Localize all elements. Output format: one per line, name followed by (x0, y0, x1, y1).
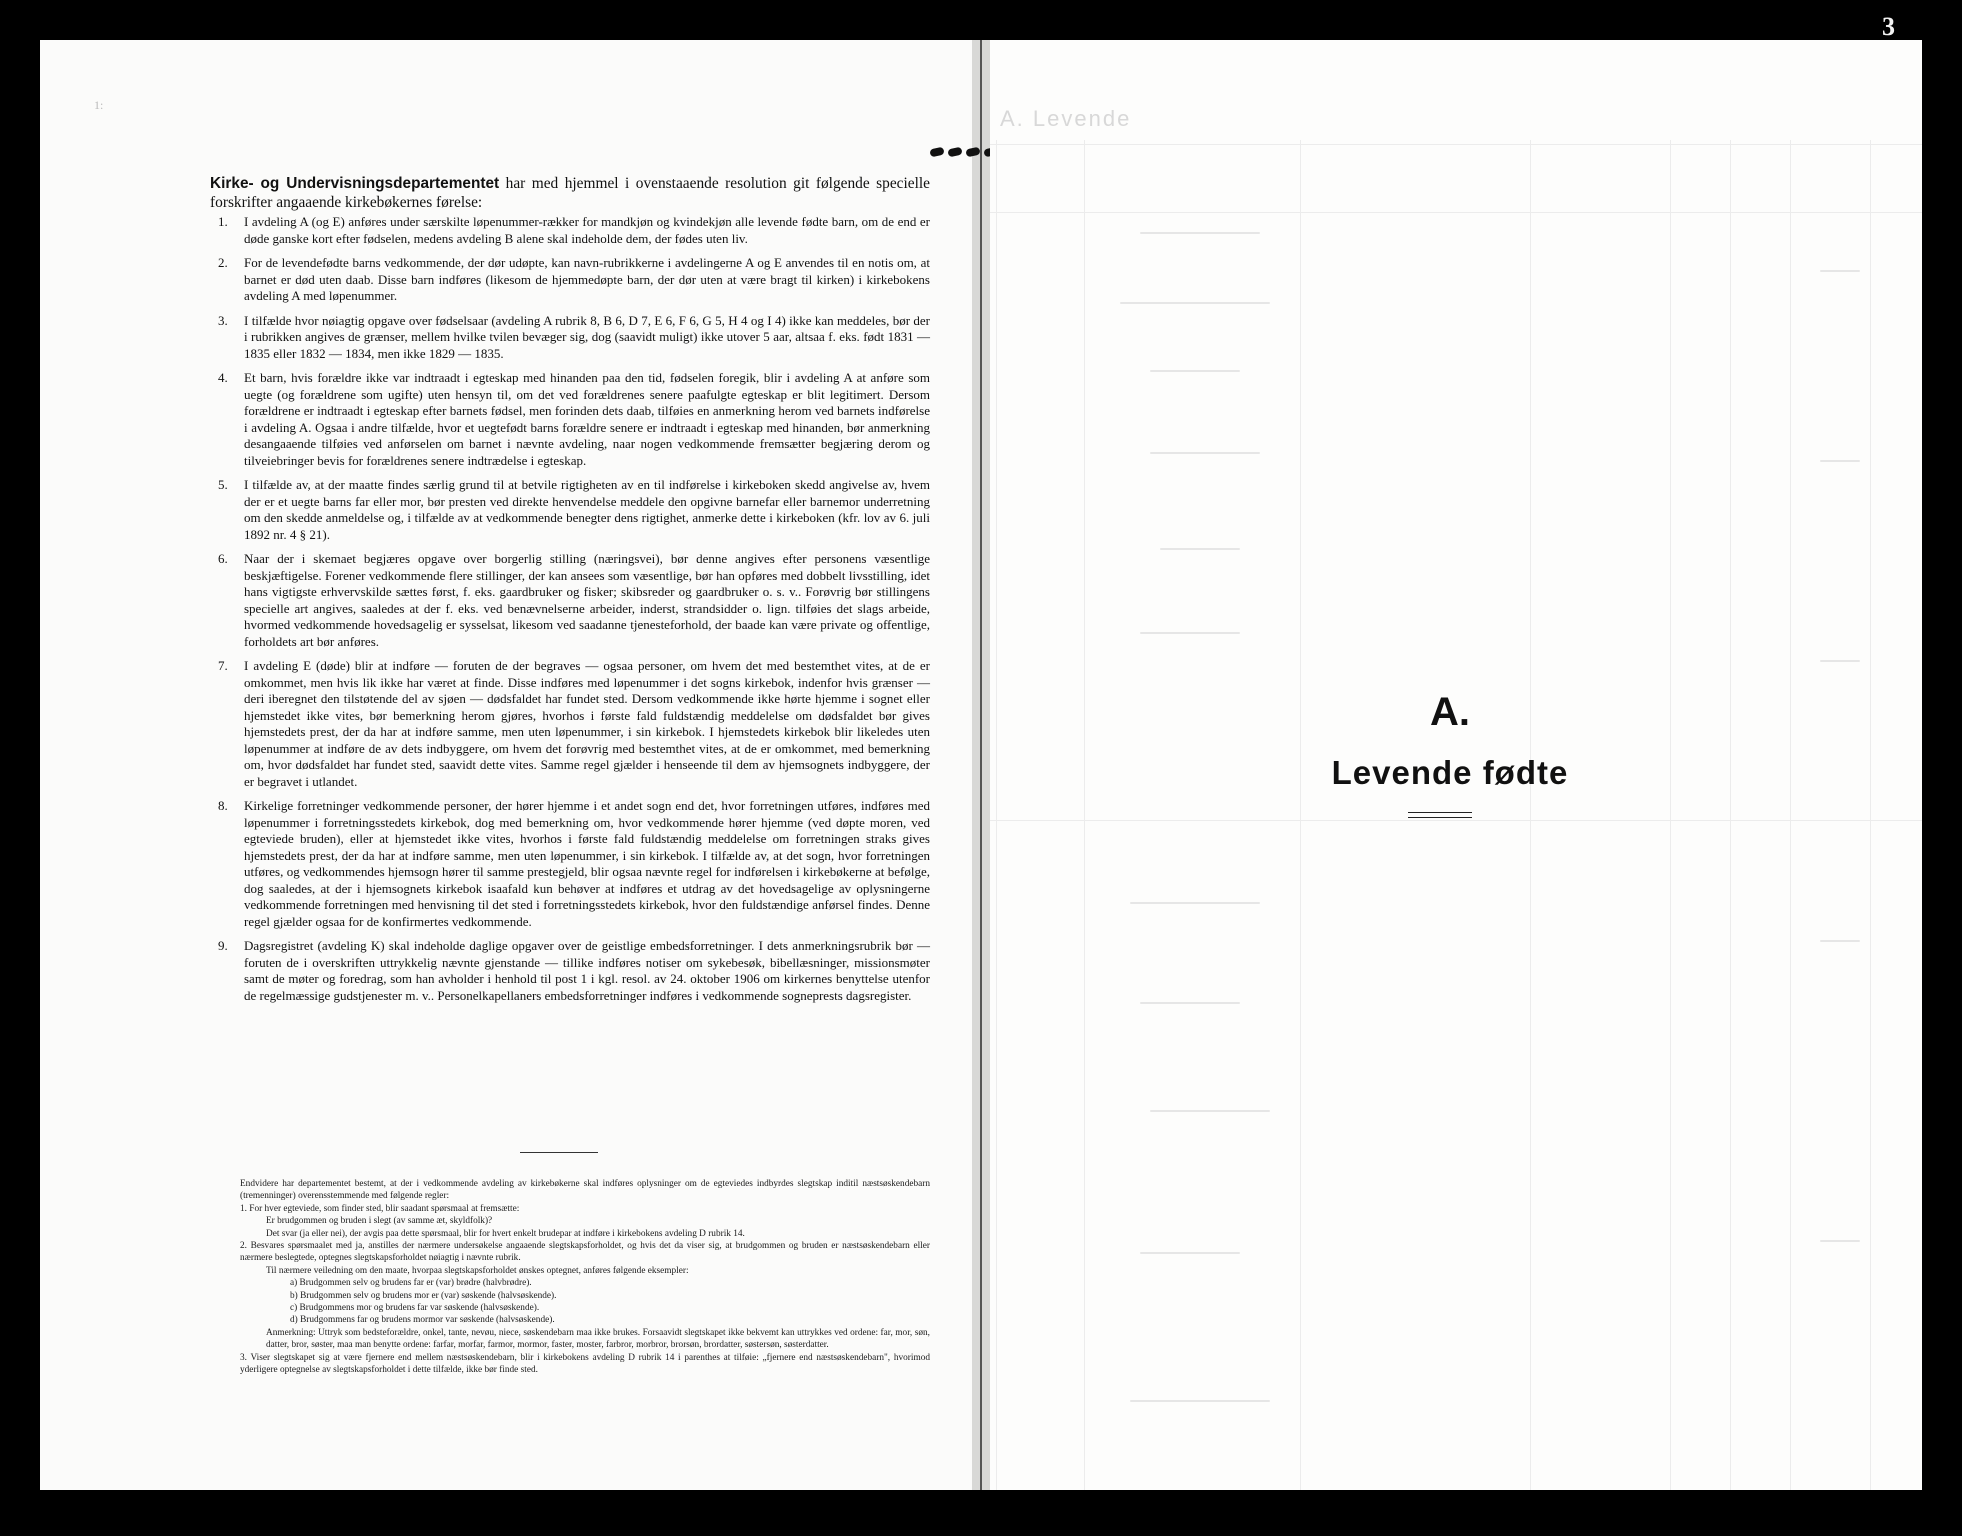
ghost-column (1790, 140, 1791, 1490)
ghost-column (1730, 140, 1731, 1490)
small-print-para: 1. For hver egteviede, som finder sted, blir saadant spørsmaal at fremsætte: (240, 1203, 520, 1214)
small-print-para: a) Brudgommen selv og brudens far er (var) brødre (halvbrødre). (290, 1278, 532, 1289)
ghost-handwriting (1160, 548, 1240, 550)
ghost-handwriting (1120, 302, 1270, 304)
rule-item: 9. Dagsregistret (avdeling K) skal indeholde daglige opgaver over de geistlige embedsforretninger. I dets anmerkningsrubrik bør — foruten de i overskriften uttrykkelig nævnte gjenstande — tillike indføres notiser om sykebesøk, bibellæsninger, missionsmøter samt de møter og foredrag, som han avholder i henhold til post 1 i kgl. resol. av 24. oktober 1906 om kirkernes benyttelse utenfor de regelmæssige gudstjenester m. v.. Personelkapellaners embedsforretninger indføres i vedkommende sogneprests dagsregister. (218, 938, 930, 1003)
ghost-heading: A. Levende (1000, 106, 1132, 131)
small-print-para: b) Brudgommen selv og brudens mor er (var) søskende (halvsøskende). (290, 1290, 557, 1301)
rule-item: 5. I tilfælde av, at der maatte findes særlig grund til at betvile rigtigheten av en til indførelse i kirkeboken skedd angivelse av, hvem der er et uegte barns far eller mor, bør presten ved direkte henvendelse meddele den opgivne barnefar eller barnemor underretning om den skedde anmeldelse og, i tilfælde av at vedkommende benegter dens rigtighet, anmerke dette i kirkeboken (kfr. lov av 6. juli 1892 nr. 4 § 21). (218, 477, 930, 542)
ghost-handwriting (1820, 940, 1860, 942)
ghost-rule (990, 212, 1922, 213)
ghost-column (1530, 140, 1531, 1490)
small-print-para: d) Brudgommens far og brudens mormor var søskende (halvsøskende). (290, 1315, 555, 1326)
ghost-column (996, 140, 997, 1490)
small-print-para: c) Brudgommens mor og brudens far var søskende (halvsøskende). (290, 1303, 540, 1314)
ghost-column (1670, 140, 1671, 1490)
small-print-para: Anmerkning: Uttryk som bedsteforældre, onkel, tante, nevøu, niece, søskendebarn maa ikke brukes. Forsaavidt slegtskapet ikke bekvemt kan uttrykkes ved ordene: far, mor, søn, datter, bror, søster, maa man benytte ordene: farfar, morfar, farmor, mormor, faster, moster, farbror, morbror, brorsøn, brordatter, søstersøn, søsterdatter. (266, 1327, 930, 1351)
left-page (40, 40, 972, 1490)
ghost-handwriting (1820, 1240, 1860, 1242)
corner-mark: 1: (94, 98, 104, 112)
rule-item: 6. Naar der i skemaet begjæres opgave over borgerlig stilling (næringsvei), bør denne angives efter personens væsentlige beskjæftigelse. Forener vedkommende flere stillinger, der kan ansees som væsentlige, bør han opføres med dobbelt livsstilling, idet hans vigtigste erhvervskilde sættes først, f. eks. gaardbruker og fisker; skibsreder og gaardbruker o. s. v.. Forøvrig bør stillingens specielle art angives, saaledes at der f. eks. ved benævnelserne arbeider, inderst, strandsidder o. lign. tilføies det slags arbeide, hvormed vedkommende hovedsagelig er sysselsat, likesom ved saadanne tjenesteforhold, der baade kan være private og offentlige, forholdets art bør anføres. (218, 551, 930, 649)
rule-item: 2. For de levendefødte barns vedkommende, der dør udøpte, kan navn-rubrikkerne i avdelingerne A og E anvendes til en notis om, at barnet er død uten daab. Disse barn indføres (likesom de hjemmedøpte barn, der dør uten at være bragt til kirken) i kirkebokens avdeling A med løpenummer. (218, 255, 930, 303)
section-title: Levende fødte (1331, 754, 1569, 791)
book-spine (972, 40, 990, 1490)
rule-item: 8. Kirkelige forretninger vedkommende personer, der hører hjemme i et andet sogn end det, hvor forretningen utføres, indføres med løpenummer i forretningsstedets kirkebok, dog med bemerkning om, hvor vedkommende hører hjemme (ved døpte moren, ved egteviede bruden), eller at hjemstedet ikke vites, hvorhos i første fald fuldstændig meddelelse om forretningen straks gives hjemstedets prest, der da har at indføre samme, men uten løpenummer, i sin kirkebok. I tilfælde av, at det sogn, hvor forretningen utføres, og vedkommendes hjemsogn hører til samme prestegjeld, blir ogsaa nævnte regel for indførelsen i kirkebøkerne at befølge, dog saaledes, at der i hjemsognets kirkebok isaafald kun behøver at indføres et utdrag av det hovedsagelige av oplysningerne vedkommende forretningen med henvisning til det sted i forretningsstedets kirkebok, hvor den fuldstændige anførsel findes. Denne regel gjælder ogsaa for de konfirmertes vedkommende. (218, 798, 930, 929)
ghost-handwriting (1140, 1002, 1240, 1004)
ghost-rule (990, 820, 1922, 821)
ghost-column (1870, 140, 1871, 1490)
ghost-handwriting (1820, 660, 1860, 662)
small-print-block (240, 1178, 930, 1377)
ghost-handwriting (1140, 232, 1260, 234)
ghost-handwriting (1140, 1252, 1240, 1254)
ghost-column (1300, 140, 1301, 1490)
small-print-para: Er brudgommen og bruden i slegt (av samme æt, skyldfolk)? (266, 1216, 493, 1227)
ghost-handwriting (1150, 1110, 1270, 1112)
small-print-para: Til nærmere veiledning om den maate, hvorpaa slegtskapsforholdet ønskes optegnet, anføres følgende eksempler: (266, 1265, 689, 1276)
small-print-para: 2. Besvares spørsmaalet med ja, anstilles der nærmere undersøkelse angaaende slegtskapsforholdet, og hvis det da viser sig, at brudgommen og bruden er næstsøskendebarn eller nærmere beslegtede, optegnes slegtskapsforholdet nøiagtig i nævnte rubrik. (240, 1241, 930, 1264)
heading-rest: har med hjemmel i ovenstaaende resolution git følgende specielle forskrifter angaaende kirkebøkernes førelse: (210, 175, 930, 211)
ghost-handwriting (1140, 632, 1240, 634)
rule-item: 3. I tilfælde hvor nøiagtig opgave over fødselsaar (avdeling A rubrik 8, B 6, D 7, E 6, F 6, G 5, H 4 og I 4) ikke kan meddeles, bør der i rubrikken angives de grænser, mellem hvilke tvilen bevæger sig, dog (saavidt muligt) ikke utover 5 aar, altsaa f. eks. født 1831 — 1835 eller 1832 — 1834, men ikke 1829 — 1835. (218, 312, 930, 361)
page-number: 3 (1882, 12, 1895, 41)
ghost-handwriting (1820, 460, 1860, 462)
ghost-handwriting (1150, 370, 1240, 372)
heading-bold: Kirke- og Undervisningsdepartementet (210, 175, 500, 192)
ghost-handwriting (1130, 902, 1260, 904)
ghost-handwriting (1820, 270, 1860, 272)
small-print-para: Det svar (ja eller nei), der avgis paa dette spørsmaal, blir for hvert enkelt brudepar at indføre i kirkebokens avdeling D rubrik 14. (266, 1228, 745, 1239)
rules-list (210, 214, 930, 1012)
rule-item: 1. I avdeling A (og E) anføres under særskilte løpenummer-rækker for mandkjøn og kvindekjøn alle levende fødte barn, om de end er døde ganske kort efter fødselen, medens avdeling B alene skal indeholde dem, der fødes uten liv. (218, 214, 930, 246)
small-print-para: Endvidere har departementet bestemt, at der i vedkommende avdeling av kirkebøkerne skal indføres oplysninger om de egteviedes indbyrdes slegtskap inditil næstsøskendebarn (tremenninger) overensstemmende med følgende regler: (240, 1179, 930, 1202)
ghost-handwriting (1150, 452, 1260, 454)
right-page (990, 40, 1922, 1490)
small-print-para: 3. Viser slegtskapet sig at være fjernere end mellem næstsøskendebarn, blir i kirkebokens avdeling D rubrik 14 i parenthes at tilføie: „fjernere end næstsøskendebarn", hvorimod yderligere optegnelse av slegtskapsforholdet i dette tilfælde, ikke bør finde sted. (240, 1352, 930, 1376)
separator-line (520, 1152, 598, 1153)
ghost-handwriting (1130, 1400, 1270, 1402)
ghost-column (1084, 140, 1085, 1490)
rule-item: 4. Et barn, hvis forældre ikke var indtraadt i egteskap med hinanden paa den tid, fødselen foregik, blir i avdeling A at anføre som uegte (og forældrene som ugifte) uten hensyn til, om det ved forældrenes senere paafulgte egteskap er blit legitimert. Dersom forældrene er indtraadt i egteskap efter barnets fødsel, men forinden dets daab, tilføies en anmerkning herom ved barnets indførelse i avdeling A. Ogsaa i andre tilfælde, hvor et uegtefødt barns forældre senere er indtraadt i egteskap med hinanden, bør anmerkning desangaaende tilføies ved anførselen om barnet i nævnte avdeling, naar nogen vedkommende fremsætter begjæring derom og tilveiebringer bevis for forældrenes senere indtrædelse i egteskap. (218, 370, 930, 468)
instructions-heading (210, 174, 930, 212)
ghost-rule (990, 144, 1922, 145)
title-underline (1408, 812, 1472, 818)
section-letter: A. (1430, 690, 1470, 734)
rule-item: 7. I avdeling E (døde) blir at indføre — foruten de der begraves — ogsaa personer, om hvem det med bestemthet vites, at de er omkommet, men hvis lik ikke har været at finde. Disse indføres med løpenummer i det sogns kirkebok, indenfor hvis grænser — deri iberegnet den tilstøtende del av sjøen — dødsfaldet har fundet sted. Dersom vedkommende ikke hørte hjemme i sognet eller hjemstedet ikke vites, bør bemerkning herom gjøres, hvorhos i første fald fuldstændig meddelelse om dødsfaldet bør gives hjemstedets prest, der da har at indføre samme, men uten løpenummer, i sin kirkebok. I hjemstedets kirkebok blir likeledes uten løpenummer at indføre de av dets indbyggere, om hvem det forøvrig med bestemthet vites, at de er omkommet, med bemerkning om, hvor dødsfaldet har fundet sted, saavidt dette vites. Samme regel gjælder i henseende til dem av hjemsognets indbyggere, der er begravet i utlandet. (218, 658, 930, 789)
